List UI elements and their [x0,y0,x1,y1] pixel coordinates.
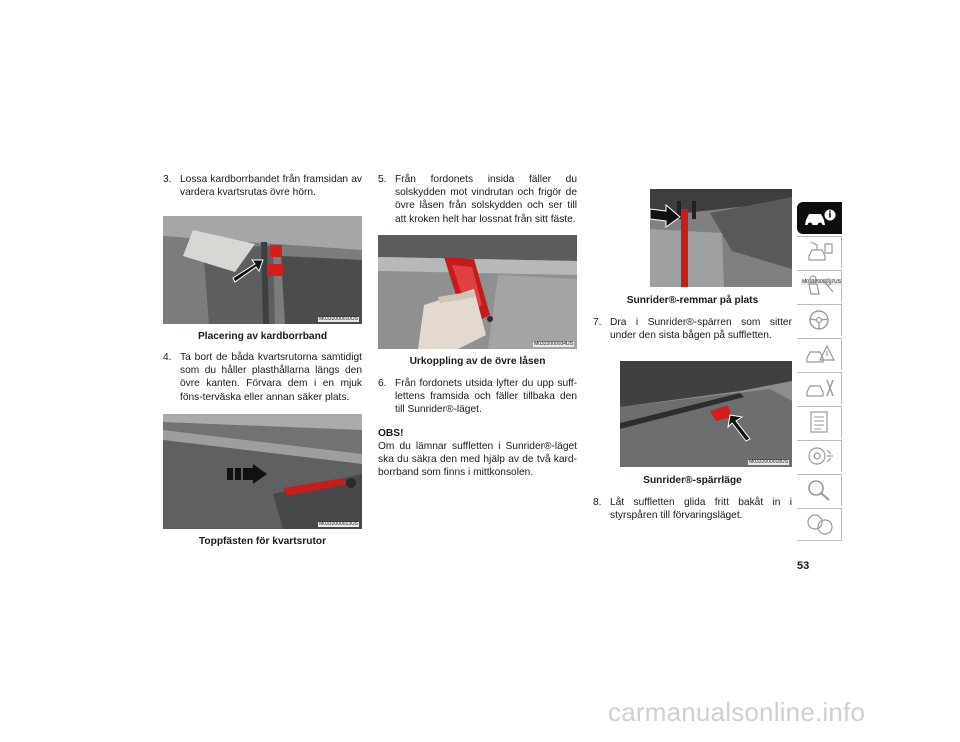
language-icon [803,512,837,536]
vehicle-safety-icon [803,240,837,264]
step-6 [378,377,577,417]
figure-code: M0332000018US [749,459,788,465]
tab-roadside[interactable] [797,338,842,370]
tab-index-search[interactable] [797,474,842,506]
step-text: Från fordonets insida fäller du solskydden mot vindrutan och frigör de övre låsen från solskydden och ser till att kroken helt har lossnat från sitt fäste. [395,174,577,225]
tab-vehicle-info[interactable] [797,202,842,234]
latch-position-illustration [620,361,792,467]
step-8 [593,496,792,522]
index-search-icon [803,478,837,502]
step-text: Lossa kardborrbandet från framsidan av vardera kvartsrutas övre hörn. [180,174,362,199]
step-number: 8. [593,497,602,508]
figure-velcro-placement [163,216,362,324]
step-3 [163,173,362,199]
step-4 [163,351,362,404]
mounts-illustration [163,414,362,529]
steering-wheel-icon [803,308,837,332]
service-maintenance-icon [803,376,837,400]
figure-sunrider-straps [650,189,841,287]
step-5 [378,173,577,226]
straps-illustration [650,189,792,287]
step-text: Dra i Sunrider®-spärren som sitter under den sista bågen på suffletten. [610,317,792,342]
column-1-step-4 [163,351,362,404]
multimedia-icon [803,444,837,468]
tab-service[interactable] [797,372,842,404]
step-text: Låt suffletten glida fritt bakåt in i styrspåren till förvaringsläget. [610,497,792,522]
step-text: Ta bort de båda kvartsrutorna samtidigt som du håller plasthållarna längs den övre kanten. Förvara dem i en mjuk föns-terväska eller annan säker plats. [180,352,362,403]
tab-airbag-seat[interactable] [797,270,842,302]
figure-caption: Sunrider®-spärrläge [643,475,742,486]
column-2-step-6 [378,377,577,479]
column-3-step-7 [593,316,792,342]
figure-code: M0332000010US [319,316,358,322]
tab-steering[interactable] [797,304,842,336]
latch-illustration [378,235,577,349]
tab-multimedia[interactable] [797,440,842,472]
specifications-list-icon [803,410,837,434]
note-title: OBS! [378,427,404,439]
note-text: Om du lämnar suffletten i Sunrider®-läget ska du säkra den med hjälp av de två kard-borrband som finns i mittkonsolen. [378,440,577,479]
step-number: 7. [593,317,602,328]
figure-code: M0332000034US [534,341,573,347]
figure-quarter-window-mounts [163,414,362,529]
figure-caption: Urkoppling av de övre låsen [409,356,546,367]
figure-caption: Sunrider®-remmar på plats [626,295,759,306]
vehicle-info-icon [803,206,837,230]
figure-sunrider-latch [620,361,792,467]
step-number: 5. [378,174,387,185]
step-number: 6. [378,378,387,389]
page-number: 53 [797,560,810,572]
tab-specifications[interactable] [797,406,842,438]
column-3-step-8 [593,496,792,522]
figure-upper-latch-release [378,235,577,349]
tab-vehicle-safety[interactable] [797,236,842,268]
column-1 [163,173,362,199]
figure-code: M0332000013US [319,521,358,527]
step-text: Från fordonets utsida lyfter du upp suff-lettens framsida och fäller tillbaka den till Sunrider®-läget. [395,378,577,416]
velcro-illustration [163,216,362,324]
figure-caption: Placering av kardborrband [197,331,328,342]
roadside-warning-icon [803,342,837,366]
watermark: carmanualsonline.info [608,697,866,727]
figure-code: M0332000017US [802,279,841,285]
airbag-seat-icon [803,274,837,298]
figure-caption: Toppfästen för kvartsrutor [198,536,327,547]
column-2 [378,173,577,226]
step-number: 4. [163,352,172,363]
step-number: 3. [163,174,172,185]
step-7 [593,316,792,342]
tab-language[interactable] [797,508,842,541]
